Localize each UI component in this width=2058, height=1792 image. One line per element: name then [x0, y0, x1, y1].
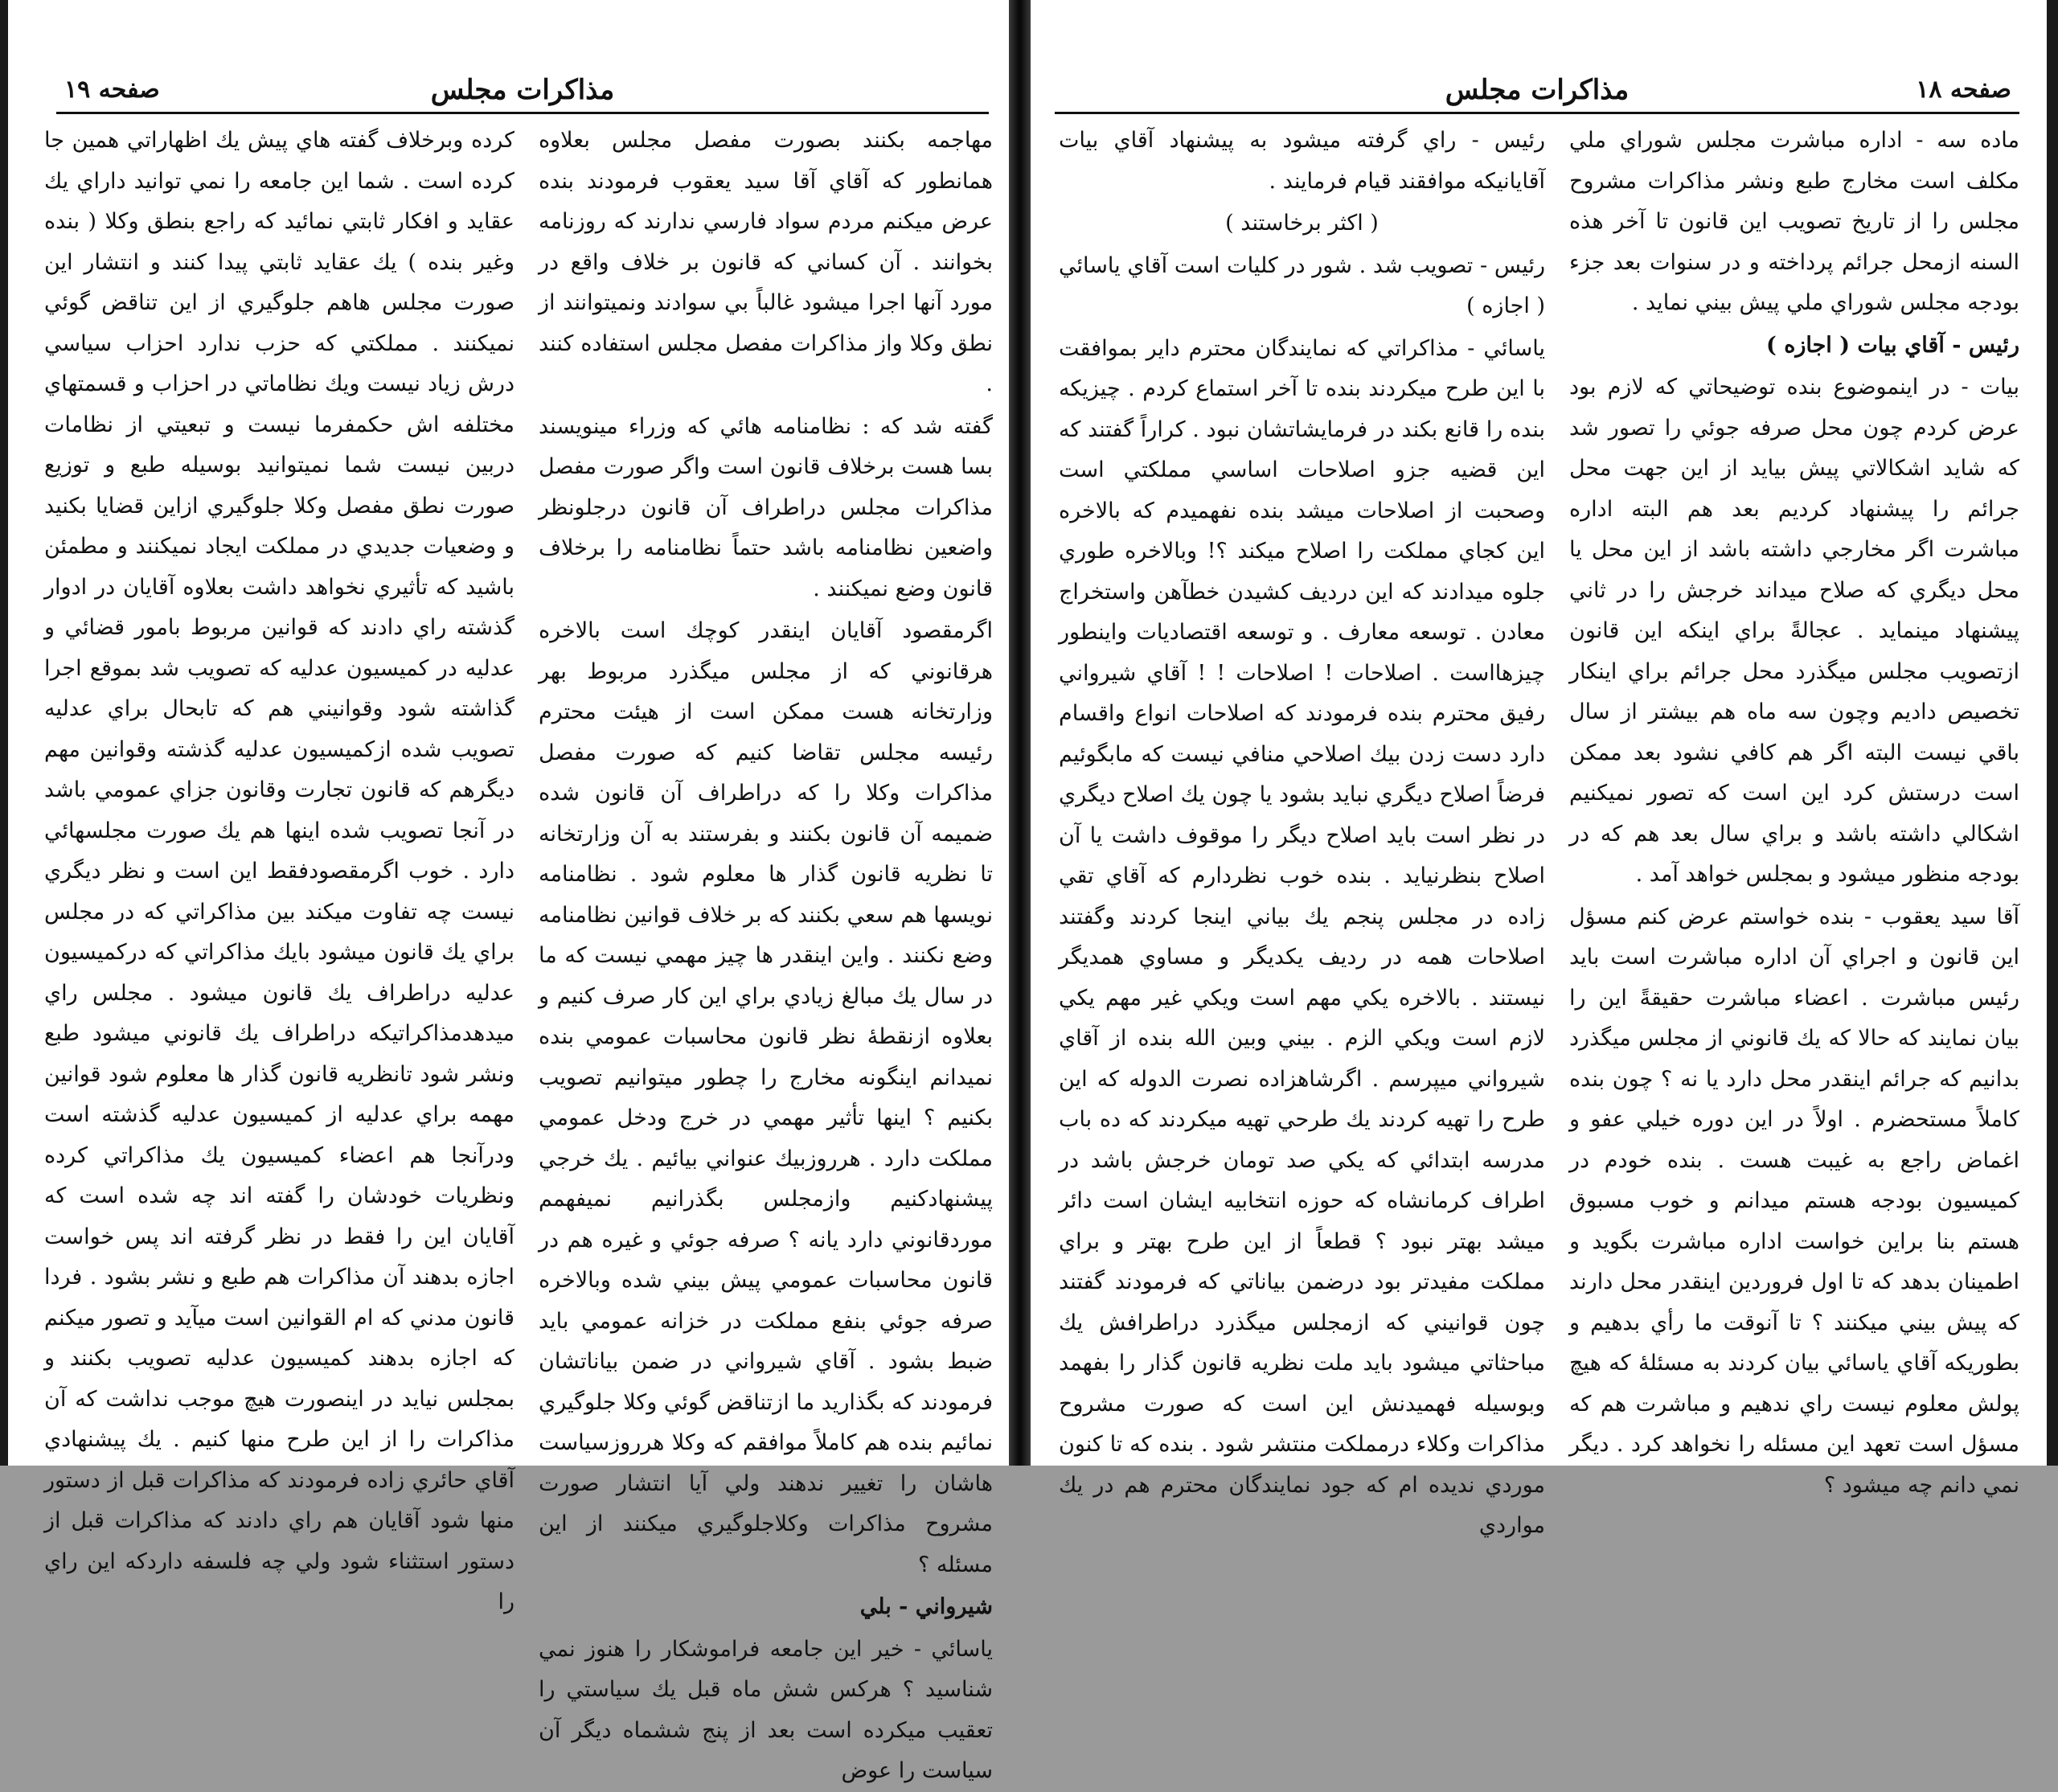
page-number: صفحه ۱۸ [1916, 76, 2011, 104]
speaker-line: رئيس - آقاي بيات ( اجازه ) [1766, 332, 2019, 358]
left-page-right-column [539, 121, 993, 1783]
paragraph: گفته شد كه : نظامنامه هائي كه وزراء مينويسند بسا هست برخلاف قانون است واگر صورت مفصل مذاكرات مجلس دراطراف آن قانون درجلونظر واضعين نظامنامه باشد حتماً نظامنامه را برخلاف قانون وضع نميكنند . [539, 413, 993, 601]
running-title: مذاكرات مجلس [1445, 74, 1630, 106]
paragraph: كرده وبرخلاف گفته هاي پيش يك اظهاراتي همين جا كرده است . شما اين جامعه را نمي توانيد داراي يك عقايد و افكار ثابتي نمائيد كه راجع بنطق وكلا ( بنده وغير بنده ) يك عقايد ثابتي پيدا كنند و انتشار اين صورت مجلس هاهم جلوگيري از اين تناقض گوئي نميكنند . مملكتي كه حزب ندارد احزاب سياسي درش زياد نيست ويك نظاماتي در احزاب و قسمتهاي مختلفه اش حكمفرما نيست و تبعيتي از نظامات دربين نيست شما نميتوانيد بوسيله طبع و توزيع صورت نطق مفصل وكلا جلوگيري ازاين قضايا بكنيد و وضعيات جديدي در مملكت ايجاد نميكنند و مطمئن باشيد كه تأثيري نخواهد داشت بعلاوه آقايان در ادوار گذشته راي دادند كه قوانين مربوط بامور قضائي و عدليه در كميسيون عدليه كه تصويب شد بموقع اجرا گذاشته شود وقوانيني هم كه تابحال براي عدليه تصويب شده ازكميسيون عدليه گذشته وقوانين مهم ديگرهم كه قانون تجارت وقانون جزاي عمومي باشد در آنجا تصويب شده اينها هم يك صورت مجلسهائي دارد . خوب اگرمقصودفقط اين است و نظر ديگري نيست چه تفاوت ميكند بين مذاكراتي كه در مجلس براي يك قانون ميشود بايك مذاكراتي كه دركميسيون عدليه دراطراف يك قانون ميشود . مجلس راي ميدهدمذاكراتيكه دراطراف يك قانوني ميشود طبع ونشر شود تانظريه قانون گذار ها معلوم شود قوانين مهمه براي عدليه از كميسيون عدليه گذشته است ودرآنجا هم اعضاء كميسيون يك مذاكراتي كرده ونظريات خودشان را گفته اند چه شده است كه آقايان اين را فقط در نظر گرفته اند پس خواست اجازه بدهند آن مذاكرات هم طبع و نشر بشود . فردا قانون مدني كه ام القوانين است ميآيد و تصور ميكنم كه اجازه بدهند كميسيون عدليه تصويب بكنند و بمجلس نيايد در اينصورت هيچ موجب نداشت كه آن مذاكرات را از اين طرح منها كنيم . يك پيشنهادي آقاي حائري زاده فرمودند كه مذاكرات قبل از دستور منها شود آقايان هم راي دادند كه مذاكرات قبل از دستور استثناء شود ولي چه فلسفه داردكه اين راي را [44, 128, 514, 1614]
paragraph: بيات - در اينموضوع بنده توضيحاتي كه لازم بود عرض كردم چون محل صرفه جوئي را تصور شد كه شايد اشكالاتي پيش بيايد از اين جهت محل جرائم را پيشنهاد كرديم بعد هم البته اداره مباشرت اگر مخارجي داشته باشد از اين محل يا محل ديگري كه صلاح ميداند خرجش را در ثاني پيشنهاد مينمايد . عجالةً براي اينكه اين قانون ازتصويب مجلس ميگذرد محل جرائم براي اينكار تخصيص داديم وچون سه ماه هم بيشتر از سال باقي نيست البته اگر هم كافي نشود بعد ممكن است درستش كرد اين است كه تصور نميكنيم اشكالي داشته باشد و براي سال بعد هم كه در بودجه منظور ميشود و بمجلس خواهد آمد . [1569, 375, 2019, 887]
vote-result-line: ( اكثر برخاستند ) [1225, 211, 1379, 236]
right-page-right-column [1569, 121, 2019, 1498]
header-rule [56, 112, 989, 114]
speaker-line: شيرواني - بلي [859, 1594, 993, 1619]
paragraph: رئيس - راي گرفته ميشود به پيشنهاد آقاي بيات آقايانيكه موافقند قيام فرمايند . [1059, 128, 1545, 194]
right-page-header [1055, 74, 2019, 114]
left-page [0, 0, 1009, 1783]
running-title: مذاكرات مجلس [430, 74, 615, 106]
paragraph: ياسائي - مذاكراتي كه نمايندگان محترم داير بموافقت با اين طرح ميكردند بنده تا آخر استماع كردم . چيزيكه بنده را قانع بكند در فرمايشاتشان نبود . كراراً گفتند كه اين قضيه جزو اصلاحات اساسي مملكتي است وصحبت از اصلاحات ميشد بنده نفهميدم كه بالاخره اين كجاي مملكت را اصلاح ميكند ؟! وبالاخره طوري جلوه ميدادند كه اين درديف كشيدن خطآهن واستخراج معادن . توسعه معارف . و توسعه اقتصاديات واينطور چيزهااست . اصلاحات ! اصلاحات ! ! آقاي شيرواني رفيق محترم بنده فرمودند كه اصلاحات انواع واقسام دارد دست زدن بيك اصلاحي منافي نيست كه مابگوئيم فرضاً اصلاح ديگري نبايد بشود يا چون يك اصلاح ديگري در نظر است بايد اصلاح ديگر را موقوف داشت يا آن اصلاح بنظرنيايد . بنده خوب نظردارم كه آقاي تقي زاده در مجلس پنجم يك بياني اينجا كردند وگفتند اصلاحات همه در رديف يكديگر و مساوي همديگر نيستند . بالاخره يكي مهم است ويكي غير مهم يكي لازم است ويكي الزم . بيني وبين الله بنده از آقاي شيرواني ميپرسم . اگرشاهزاده نصرت الدوله كه اين طرح را تهيه كردند يك طرحي تهيه ميكردند كه ده باب مدرسه ابتدائي كه يكي صد تومان خرجش باشد در اطراف كرمانشاه كه حوزه انتخابيه ايشان است دائر ميشد بهتر نبود ؟ قطعاً از اين طرح بهتر و براي مملكت مفيدتر بود درضمن بياناتي كه فرمودند گفتند چون قوانيني كه ازمجلس ميگذرد دراطرافش يك مباحثاتي ميشود بايد ملت نظريه قانون گذار را بفهمد وبوسيله فهميدنش اين است كه صورت مشروح مذاكرات وكلاء درمملكت منتشر شود . بنده كه تا كنون موردي نديده ام كه جود نمايندگان محترم هم در يك مواردي [1059, 335, 1545, 1538]
book-gutter [1009, 0, 1031, 1466]
right-page-left-column [1059, 121, 1545, 1538]
page-number: صفحه ۱۹ [64, 76, 160, 104]
right-page [1031, 0, 2058, 1538]
left-page-left-column [44, 121, 514, 1614]
left-page-header [56, 74, 989, 114]
paragraph: ماده سه - اداره مباشرت مجلس شوراي ملي مكلف است مخارج طبع ونشر مذاكرات مشروح مجلس را از تاريخ تصويب اين قانون تا آخر هذه السنه ازمحل جرائم پرداخته و در سنوات بعد جزء بودجه مجلس شوراي ملي پيش بيني نمايد . [1569, 128, 2019, 315]
paragraph: آقا سيد يعقوب - بنده خواستم عرض كنم مسؤل اين قانون و اجراي آن اداره مباشرت است بايد رئيس مباشرت . اعضاء مباشرت حقيقةً اين را بيان نمايند كه حالا كه يك قانوني از مجلس ميگذرد بدانيم كه جرائم اينقدر محل دارد يا نه ؟ چون بنده كاملاً مستحضرم . اولاً در اين دوره خيلي عفو و اغماض راجع به غيبت هست . بنده خودم در كميسيون بودجه هستم ميدانم و خوب مسبوق هستم بنا براين خواست اداره مباشرت بگويد و اطمينان بدهد كه تا اول فروردين اينقدر محل دارند كه پيش بيني ميكنند ؟ تا آنوقت ما رأي بدهيم و بطوريكه آقاي ياسائي بيان كردند به مسئلهٔ كه هيچ پولش معلوم نيست راي ندهيم و مباشرت هم كه مسؤل است تعهد اين مسئله را نخواهد كرد . ديگر نمي دانم چه ميشود ؟ [1569, 904, 2019, 1498]
paragraph: رئيس - تصويب شد . شور در كليات است آقاي ياسائي ( اجازه ) [1059, 252, 1545, 318]
paragraph: مهاجمه بكنند بصورت مفصل مجلس بعلاوه همانطور كه آقاي آقا سيد يعقوب فرمودند بنده عرض ميكنم مردم سواد فارسي ندارند كه روزنامه بخوانند . آن كساني كه قانون بر خلاف واقع در مورد آنها اجرا ميشود غالباً بي سوادند ونميتوانند از نطق وكلا واز مذاكرات مفصل مجلس استفاده كنند . [539, 128, 993, 396]
paragraph: اگرمقصود آقايان اينقدر كوچك است بالاخره هرقانوني كه از مجلس ميگذرد مربوط بهر وزارتخانه هست ممكن است از هيئت محترم رئيسه مجلس تقاضا كنيم كه صورت مفصل مذاكرات وكلا را كه دراطراف آن قانون شده ضميمه آن قانون بكنند و بفرستند به آن وزارتخانه تا نظريه قانون گذار ها معلوم شود . نظامنامه نويسها هم سعي بكنند كه بر خلاف قوانين نظامنامه وضع نكنند . واين اينقدر ها چيز مهمي نيست كه ما در سال يك مبالغ زيادي براي اين كار صرف كنيم و بعلاوه ازنقطهٔ نظر قانون محاسبات عمومي بنده نميدانم اينگونه مخارج را چطور ميتوانيم تصويب بكنيم ؟ اينها تأثير مهمي در خرج ودخل عمومي مملكت دارد . هرروزبيك عنواني بيائيم . يك خرجي پيشنهادكنيم وازمجلس بگذرانيم نميفهمم موردقانوني دارد يانه ؟ صرفه جوئي و غيره هم در قانون محاسبات عمومي پيش بيني شده وبالاخره صرفه جوئي بنفع مملكت در خزانه عمومي بايد ضبط بشود . آقاي شيرواني در ضمن بياناتشان فرمودند كه بگذاريد ما ازتناقض گوئي وكلا جلوگيري نمائيم بنده هم كاملاً موافقم كه وكلا هرروزسياست هاشان را تغيير ندهند ولي آيا انتشار صورت مشروح مذاكرات وكلاجلوگيري ميكنند از اين مسئله ؟ [539, 618, 993, 1577]
header-rule [1055, 112, 2019, 114]
paragraph: ياسائي - خير اين جامعه فراموشكار را هنوز نمي شناسيد ؟ هركس شش ماه قبل يك سياستي را تعقيب ميكرده است بعد از پنج ششماه ديگر آن سياست را عوض [539, 1636, 993, 1783]
